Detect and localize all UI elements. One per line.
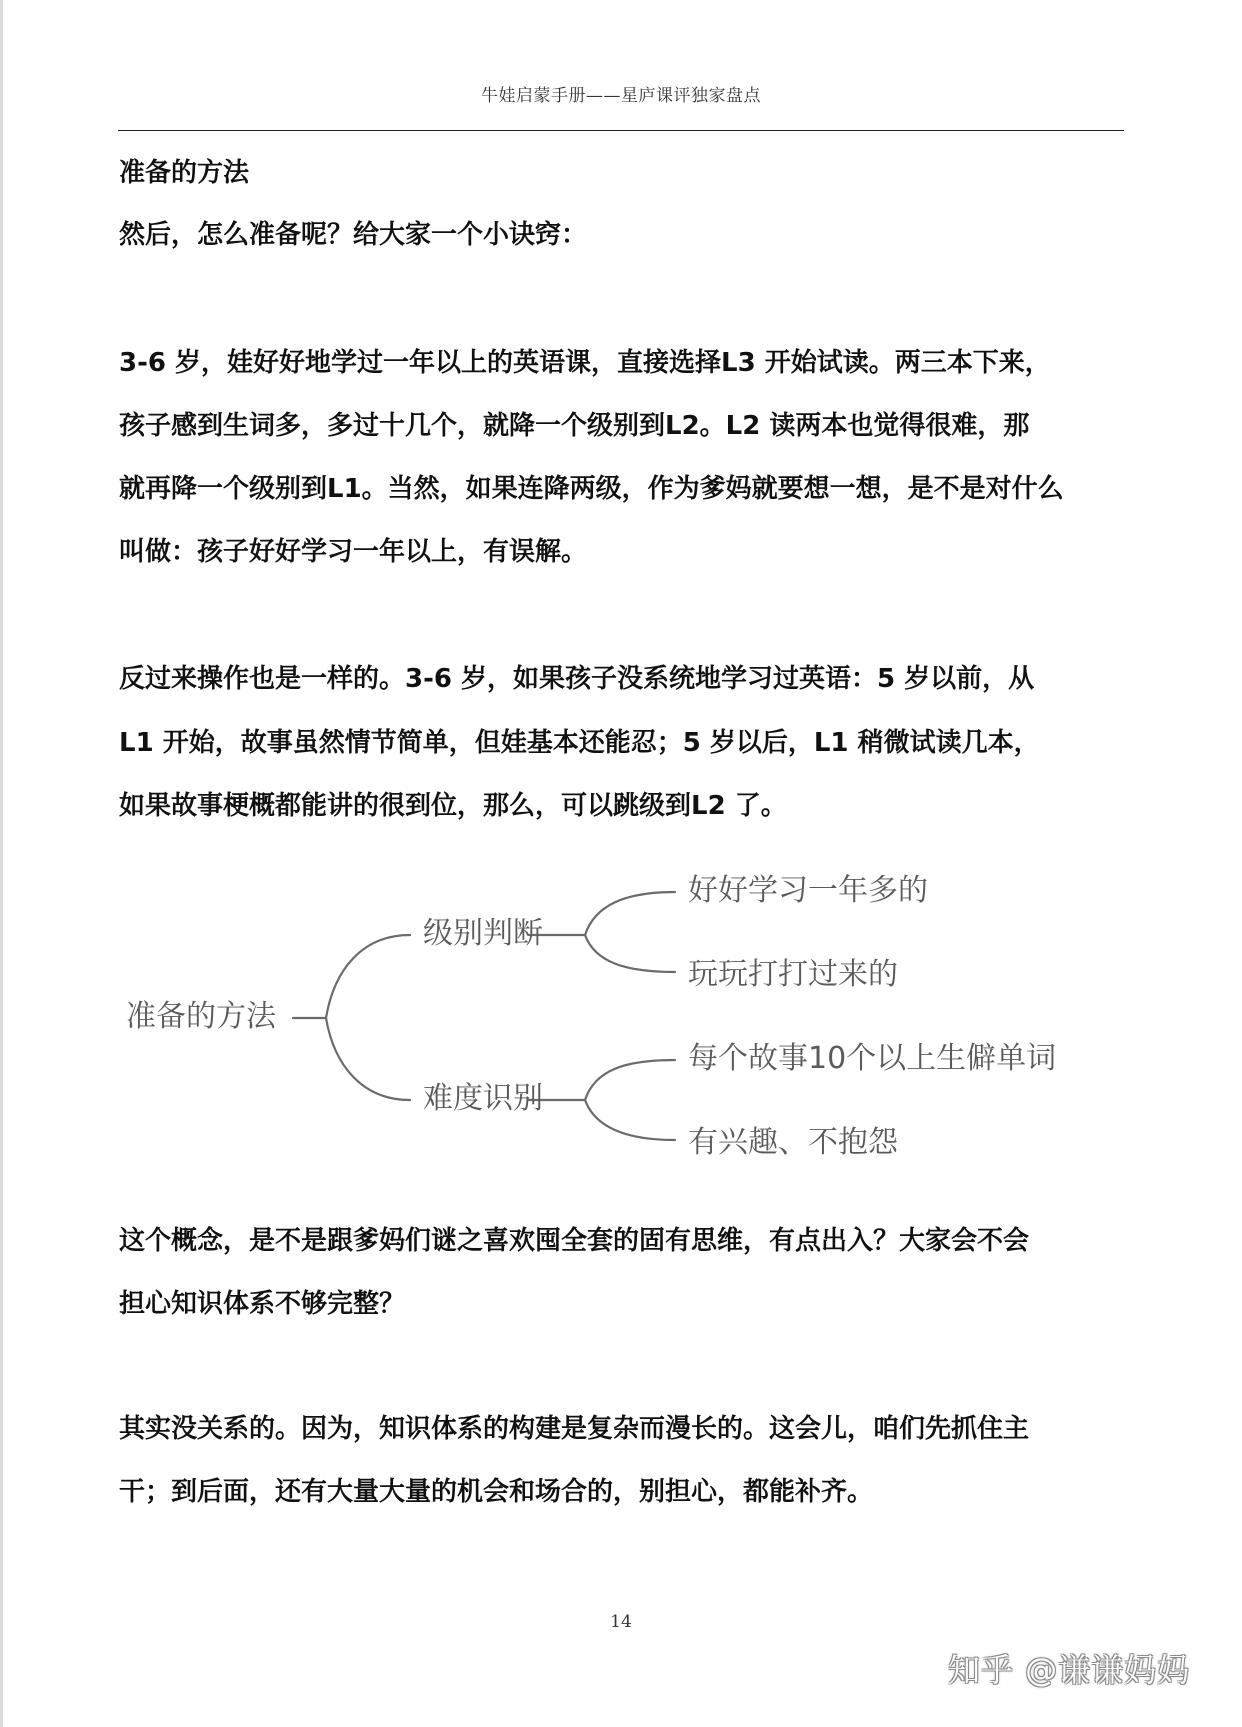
mind-map-branch-1: 级别判断 — [423, 916, 543, 951]
paragraph-4-line-1: 这个概念，是不是跟爹妈们谜之喜欢囤全套的固有思维，有点出入？大家会不会 — [119, 1226, 1030, 1256]
page-number: 14 — [610, 1612, 632, 1632]
section-title: 准备的方法 — [119, 158, 250, 188]
paragraph-5-line-2: 干；到后面，还有大量大量的机会和场合的，别担心，都能补齐。 — [119, 1477, 874, 1507]
mind-map-root: 准备的方法 — [126, 999, 276, 1034]
paragraph-3-line-3: 如果故事梗概都能讲的很到位，那么，可以跳级到L2 了。 — [119, 791, 787, 821]
mind-map-branch-1-child-1: 好好学习一年多的 — [688, 873, 928, 908]
branch-1-child-1-curve — [585, 892, 675, 935]
mind-map-branch-1-child-2: 玩玩打打过来的 — [688, 957, 898, 992]
paragraph-2-line-1: 3-6 岁，娃好好地学过一年以上的英语课，直接选择L3 开始试读。两三本下来， — [119, 348, 1051, 378]
paragraph-1-line-1: 然后，怎么准备呢？给大家一个小诀窍： — [119, 220, 588, 250]
paragraph-2-line-3: 就再降一个级别到L1。当然，如果连降两级，作为爹妈就要想一想，是不是对什么 — [119, 474, 1064, 504]
paragraph-3-line-2: L1 开始，故事虽然情节简单，但娃基本还能忍；5 岁以后，L1 稍微试读几本， — [119, 728, 1040, 758]
paragraph-4-line-2: 担心知识体系不够完整？ — [119, 1289, 406, 1319]
paragraph-5-line-1: 其实没关系的。因为，知识体系的构建是复杂而漫长的。这会儿，咱们先抓住主 — [119, 1414, 1030, 1444]
root-to-branch-1-curve — [326, 935, 410, 1018]
header-rule — [118, 130, 1124, 131]
root-to-branch-2-curve — [326, 1018, 410, 1100]
branch-2-child-1-curve — [585, 1060, 675, 1100]
mind-map-branch-2-child-1: 每个故事10个以上生僻单词 — [688, 1041, 1057, 1076]
page-left-edge — [0, 0, 3, 1727]
mind-map-branch-2: 难度识别 — [423, 1081, 543, 1116]
branch-1-child-2-curve — [585, 935, 675, 972]
paragraph-3-line-1: 反过来操作也是一样的。3-6 岁，如果孩子没系统地学习过英语：5 岁以前，从 — [119, 664, 1035, 694]
paragraph-2-line-4: 叫做：孩子好好学习一年以上，有误解。 — [119, 537, 588, 567]
paragraph-2-line-2: 孩子感到生词多，多过十几个，就降一个级别到L2。L2 读两本也觉得很难，那 — [119, 411, 1030, 441]
mind-map-branch-2-child-2: 有兴趣、不抱怨 — [688, 1125, 898, 1160]
zhihu-watermark: 知乎 @谦谦妈妈 — [948, 1651, 1191, 1689]
running-header: 牛娃启蒙手册——星庐课评独家盘点 — [481, 86, 761, 106]
branch-2-child-2-curve — [585, 1100, 675, 1140]
